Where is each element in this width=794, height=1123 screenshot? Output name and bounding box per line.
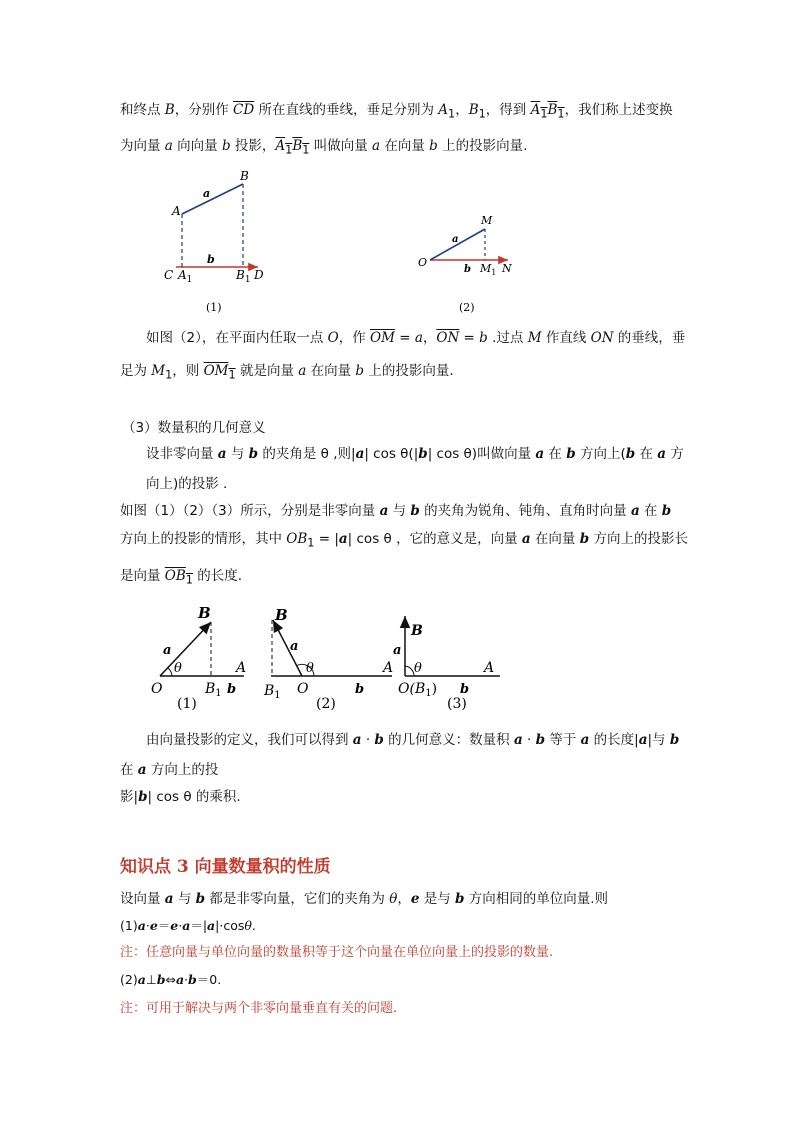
case-acute (151, 604, 246, 712)
var: a (414, 330, 423, 346)
para2-line1 (146, 329, 685, 347)
text: 在 (635, 446, 658, 462)
var: a (657, 446, 667, 462)
text: 方 (666, 446, 684, 462)
sub: 1 (285, 143, 293, 157)
text: 的夹角为锐角、钝角、直角时向量 (419, 503, 631, 519)
label-b: b (207, 253, 215, 266)
label-O: O (418, 256, 428, 269)
text: ⊥ (145, 972, 157, 987)
caption-3: (3) (447, 696, 467, 712)
label-O-B1: $O(B_1)$ (398, 681, 438, 699)
label-N: N (502, 262, 512, 275)
label-a: a (203, 187, 211, 200)
var: b (221, 138, 231, 154)
para3-line3 (120, 502, 671, 520)
caption-1: (1) (206, 301, 222, 314)
text: 在 (120, 762, 138, 778)
var: a (630, 503, 640, 519)
text: ， (422, 330, 437, 346)
var: b (661, 503, 672, 519)
var: a (137, 972, 146, 987)
var: b (355, 363, 365, 379)
text: 的长度. (192, 568, 243, 584)
var: OB (164, 568, 186, 584)
text: 如图（2），在平面内任取一点 (146, 330, 328, 346)
var: a (372, 138, 381, 154)
text: |·cos (215, 918, 245, 933)
var: a (137, 762, 147, 778)
text: 在 (639, 503, 662, 519)
para3-line1 (146, 445, 684, 463)
text: | cos θ ，它的意义是，向量 (347, 531, 522, 547)
text: 如图（1）（2）（3）所示，分别是非零向量 (120, 503, 380, 519)
var: B (164, 102, 175, 118)
label-B1: $B_1$ (236, 268, 251, 285)
text: ，则 (172, 363, 204, 379)
label-a: a (290, 639, 299, 654)
label-B1: $B_1$ (205, 681, 222, 699)
var: OM (203, 363, 229, 379)
text: 足为 (120, 363, 152, 379)
label-B: B (198, 604, 211, 622)
text: 上的投影向量. (437, 138, 528, 154)
text: ， (397, 891, 411, 907)
var: A (438, 102, 449, 118)
caption-1: (1) (177, 696, 197, 712)
text: 是与 (419, 891, 456, 907)
text: 是向量 (120, 568, 165, 584)
var: b (579, 531, 590, 547)
var: a (521, 531, 531, 547)
caption-2: (2) (316, 696, 336, 712)
text: 和终点 (120, 102, 165, 118)
var: b (156, 972, 166, 987)
text: 投影， (230, 138, 276, 154)
var: a (535, 446, 545, 462)
text: | cos θ)叫做向量 (427, 446, 536, 462)
sub: 1 (185, 573, 193, 587)
para3-line2: 向上)的投影 . (146, 476, 228, 492)
var: b (669, 732, 680, 748)
text: ＝| (190, 918, 208, 933)
label-A: A (383, 660, 394, 676)
var: a (513, 732, 523, 748)
sub: 1 (228, 368, 236, 382)
text: 在向量 (306, 363, 356, 379)
label-theta: θ (306, 661, 314, 676)
text: 方向上的投影长 (589, 531, 688, 547)
label-O: O (151, 681, 163, 697)
note-2: 注：可用于解决与两个非零向量垂直有关的问题. (120, 1001, 398, 1016)
text: 所在直线的垂线，垂足分别为 (254, 102, 439, 118)
text: 的长度| (589, 732, 639, 748)
label-D: D (254, 268, 264, 282)
para2-line2 (120, 362, 454, 385)
text: 由向量投影的定义，我们可以得到 (146, 732, 353, 748)
text: 方向上的投影的情形，其中 (120, 531, 287, 547)
text: 设向量 (120, 891, 165, 907)
vector-on: $\overline{ON}$ (436, 330, 460, 346)
var: a (352, 732, 362, 748)
text: 方向上的投 (146, 762, 219, 778)
text: ，分别作 (174, 102, 234, 118)
para4-line3 (120, 788, 241, 806)
projection-figures (0, 165, 794, 325)
var: a (638, 732, 648, 748)
text: 向向量 (172, 138, 222, 154)
text: 方向上( (575, 446, 626, 462)
var: b (479, 330, 488, 346)
para4-line2 (120, 761, 218, 779)
text: · (145, 918, 150, 933)
var: θ (244, 918, 252, 933)
label-theta: θ (174, 661, 182, 676)
var: e (170, 918, 179, 933)
label-O: O (297, 681, 309, 697)
text: 的夹角是 θ ,则| (258, 446, 356, 462)
text: 影| (120, 789, 139, 805)
var: B (547, 102, 558, 118)
knowledge-point-heading: 知识点 3 向量数量积的性质 (120, 857, 331, 877)
text: ＝ (157, 918, 171, 933)
para1-line1 (120, 101, 673, 124)
label-a: a (393, 643, 402, 658)
text: = (459, 330, 480, 346)
var: M (151, 363, 166, 379)
case-right (393, 616, 500, 712)
var: ON (590, 330, 614, 346)
text: 在向量 (380, 138, 430, 154)
label-b: b (460, 682, 470, 697)
text: 与 (226, 446, 249, 462)
text: · (522, 732, 536, 748)
label-A: A (172, 204, 181, 218)
label-B: B (275, 606, 288, 624)
var: e (149, 918, 158, 933)
var: b (248, 446, 259, 462)
text: ，得到 (485, 102, 531, 118)
text: 方向相同的单位向量.则 (464, 891, 609, 907)
text: ⇔ (165, 972, 176, 987)
var: b (535, 732, 546, 748)
var: b (138, 789, 148, 805)
sub: 1 (557, 107, 565, 121)
text: = | (314, 531, 339, 547)
section-line1 (120, 890, 608, 908)
var: A (275, 138, 286, 154)
text: 的几何意义：数量积 (383, 732, 514, 748)
label-a: a (452, 234, 459, 245)
label-M1: $M_1$ (480, 262, 497, 277)
sub: 1 (540, 107, 548, 121)
text: |与 (647, 732, 670, 748)
sub: 1 (307, 536, 315, 550)
var: a (182, 918, 191, 933)
label-B1: $B_1$ (264, 683, 281, 701)
var: B (468, 102, 479, 118)
text: ，我们称上述变换 (564, 102, 673, 118)
text: 为向量 (120, 138, 165, 154)
figure-2 (418, 214, 512, 314)
var: b (455, 891, 465, 907)
vector-om: $\overline{OM}$ (370, 330, 395, 346)
label-theta: θ (414, 661, 422, 676)
text: (1) (120, 918, 138, 933)
var: b (566, 446, 576, 462)
text: ＝0. (196, 972, 222, 987)
label-A1: $A_1$ (178, 268, 193, 285)
label-b: b (355, 682, 365, 697)
var: a (217, 446, 227, 462)
var: a (379, 503, 389, 519)
section-line3 (120, 971, 221, 989)
text: 作直线 (541, 330, 591, 346)
var: θ (389, 891, 398, 907)
label-B: B (411, 623, 423, 639)
text: ， (455, 102, 469, 118)
text: 设非零向量 (146, 446, 218, 462)
para4-line1 (146, 731, 679, 749)
case-obtuse (263, 606, 393, 712)
var: b (418, 446, 428, 462)
text: 等于 (545, 732, 581, 748)
var: O (327, 330, 339, 346)
var: a (137, 918, 146, 933)
para3-line5 (120, 567, 242, 590)
text: 在 (544, 446, 567, 462)
label-A: A (236, 660, 247, 676)
figure-1 (164, 169, 264, 314)
var: OB (286, 531, 308, 547)
var: a (164, 138, 173, 154)
label-b: b (227, 682, 237, 697)
label-A: A (484, 660, 495, 676)
var: a (338, 531, 348, 547)
var: a (164, 891, 174, 907)
label-B: B (240, 169, 249, 183)
text: | cos θ 的乘积. (147, 789, 241, 805)
var: b (195, 891, 206, 907)
angle-case-figures (0, 600, 794, 720)
label-M: M (481, 214, 493, 227)
section-title-3: （3）数量积的几何意义 (122, 420, 266, 436)
text: · (184, 972, 189, 987)
para1-line2 (120, 137, 527, 160)
text: 的垂线，垂 (613, 330, 686, 346)
sub: 1 (478, 107, 486, 121)
var: M (527, 330, 542, 346)
sub: 1 (302, 143, 310, 157)
var: e (410, 891, 420, 907)
note-1: 注：任意向量与单位向量的数量积等于这个向量在单位向量上的投影的数量. (120, 945, 554, 960)
caption-2: (2) (459, 301, 475, 314)
var: A (530, 102, 541, 118)
text: 在向量 (530, 531, 580, 547)
text: 就是向量 (235, 363, 299, 379)
var: a (207, 918, 216, 933)
text: . (251, 918, 256, 933)
vector-cd: $\overline{CD}$ (233, 102, 255, 118)
label-C: C (164, 268, 174, 282)
var: a (175, 972, 185, 987)
var: b (625, 446, 636, 462)
var: b (429, 138, 438, 154)
var: a (355, 446, 365, 462)
text: 与 (388, 503, 411, 519)
var: b (374, 732, 384, 748)
text: 上的投影向量. (364, 363, 454, 379)
text: .过点 (487, 330, 528, 346)
text: 叫做向量 (309, 138, 373, 154)
var: b (410, 503, 420, 519)
var: B (292, 138, 303, 154)
sub: 1 (448, 107, 456, 121)
var: a (580, 732, 590, 748)
text: ，作 (338, 330, 371, 346)
sub: 1 (165, 368, 173, 382)
section-line2 (120, 917, 256, 935)
text: · (361, 732, 375, 748)
text: | cos θ(| (364, 446, 419, 462)
var: b (188, 972, 197, 987)
text: = (394, 330, 415, 346)
var: a (298, 363, 307, 379)
label-a: a (163, 643, 172, 658)
text: 与 (173, 891, 196, 907)
label-b: b (464, 264, 471, 275)
para3-line4 (120, 530, 688, 553)
text: 都是非零向量，它们的夹角为 (205, 891, 390, 907)
text: (2) (120, 972, 138, 987)
text: · (178, 918, 183, 933)
